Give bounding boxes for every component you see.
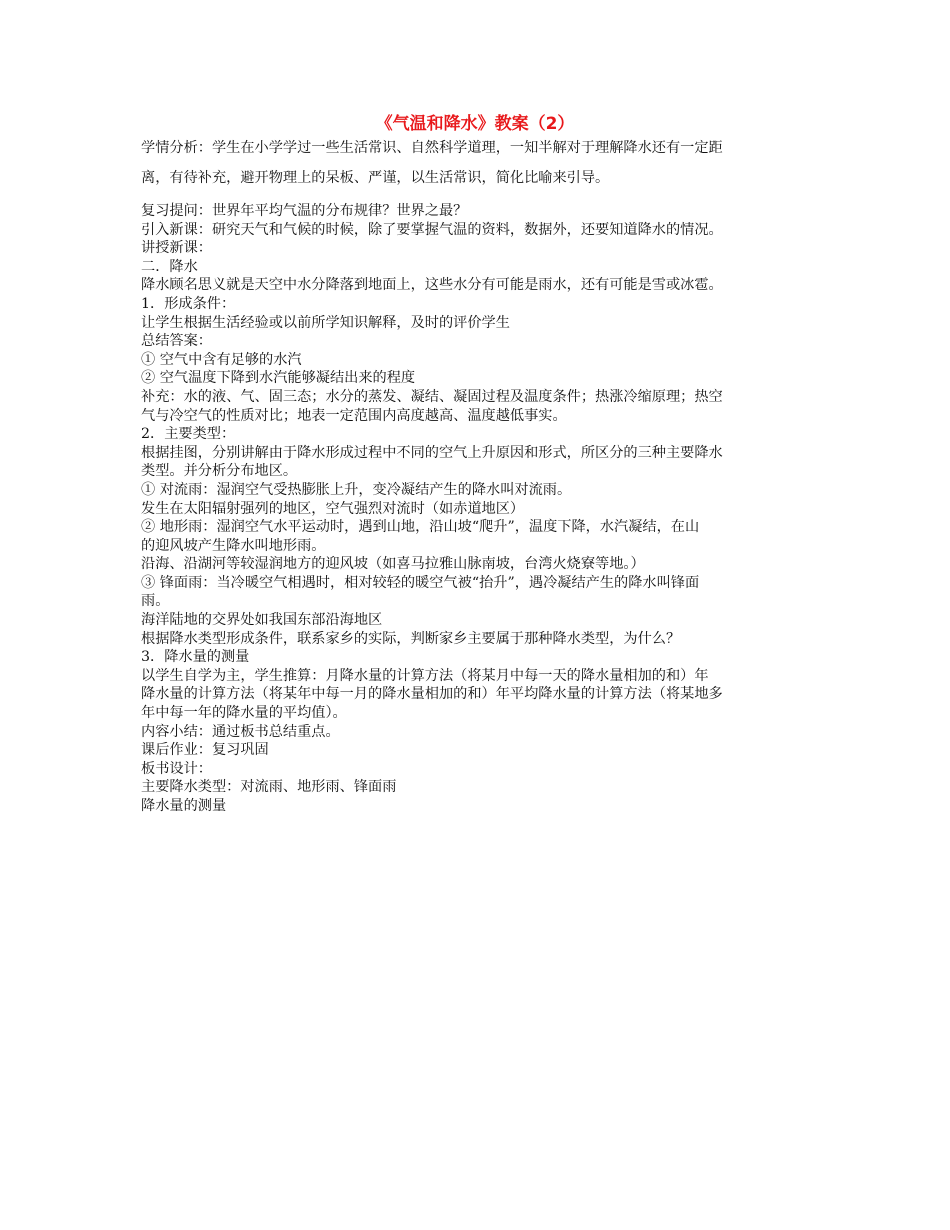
list-item: ① 对流雨：湿润空气受热膨胀上升，变冷凝结产生的降水叫对流雨。 xyxy=(141,481,572,498)
section-heading: 二．降水 xyxy=(141,258,198,275)
text-line: 类型。并分析分布地区。 xyxy=(141,463,298,480)
text-line: 海洋陆地的交界处如我国东部沿海地区 xyxy=(141,612,383,629)
subsection-heading: 3．降水量的测量 xyxy=(141,649,250,666)
subsection-heading: 2．主要类型： xyxy=(141,426,236,443)
subsection-heading: 1．形成条件： xyxy=(141,295,236,312)
text-line: 雨。 xyxy=(141,593,170,610)
text-line: 学情分析：学生在小学学过一些生活常识、自然科学道理，一知半解对于理解降水还有一定距 xyxy=(141,140,723,156)
document-body xyxy=(141,135,811,816)
text-line: 补充：水的液、气、固三态；水分的蒸发、凝结、凝固过程及温度条件；热涨冷缩原理；热空 xyxy=(141,388,723,405)
text-line: 沿海、沿湖河等较湿润地方的迎风坡（如喜马拉雅山脉南坡，台湾火烧寮等地。） xyxy=(141,556,645,573)
list-item: ② 空气温度下降到水汽能够凝结出来的程度 xyxy=(141,370,416,387)
text-line: 离，有待补充，避开物理上的呆板、严谨，以生活常识，简化比喻来引导。 xyxy=(141,170,610,186)
lesson-body xyxy=(141,202,811,816)
list-item: ② 地形雨：湿润空气水平运动时，遇到山地，沿山坡“爬升”，温度下降，水汽凝结，在山 xyxy=(141,519,700,536)
text-line: 以学生自学为主，学生推算：月降水量的计算方法（将某月中每一天的降水量相加的和）年 xyxy=(141,667,709,684)
text-line: 降水顾名思义就是天空中水分降落到地面上，这些水分有可能是雨水，还有可能是雪或冰雹。 xyxy=(141,277,723,294)
text-line: 发生在太阳辐射强列的地区，空气强烈对流时（如赤道地区） xyxy=(141,500,525,517)
text-line: 降水量的测量 xyxy=(141,798,227,814)
text-line: 复习提问：世界年平均气温的分布规律？世界之最？ xyxy=(141,203,468,219)
text-line: 内容小结：通过板书总结重点。 xyxy=(141,723,340,740)
text-line: 年中每一年的降水量的平均值）。 xyxy=(141,705,347,722)
text-line: 降水量的计算方法（将某年中每一月的降水量相加的和）年平均降水量的计算方法（将某地多 xyxy=(141,686,723,703)
intro-paragraph xyxy=(141,135,811,196)
text-line: 的迎风坡产生降水叫地形雨。 xyxy=(141,537,326,554)
text-line: 讲授新课： xyxy=(141,240,212,257)
list-item: ① 空气中含有足够的水汽 xyxy=(141,351,302,368)
text-line: 根据挂图，分别讲解由于降水形成过程中不同的空气上升原因和形式，所区分的三种主要降水 xyxy=(141,444,723,461)
text-line: 板书设计： xyxy=(141,760,212,777)
document-title: 《气温和降水》教案（2） xyxy=(375,114,575,134)
text-line: 根据降水类型形成条件，联系家乡的实际，判断家乡主要属于那种降水类型，为什么？ xyxy=(141,630,681,647)
text-line: 气与冷空气的性质对比；地表一定范围内高度越高、温度越低事实。 xyxy=(141,407,567,424)
text-line: 主要降水类型：对流雨、地形雨、锋面雨 xyxy=(141,779,397,796)
text-line: 课后作业：复习巩固 xyxy=(141,742,269,759)
text-line: 总结答案： xyxy=(141,333,212,350)
text-line: 让学生根据生活经验或以前所学知识解释，及时的评价学生 xyxy=(141,314,510,331)
list-item: ③ 锋面雨：当冷暖空气相遇时，相对较轻的暖空气被“抬升”，遇冷凝结产生的降水叫锋面 xyxy=(141,574,700,591)
text-line: 引入新课：研究天气和气候的时候，除了要掌握气温的资料，数据外，还要知道降水的情况。 xyxy=(141,221,723,238)
